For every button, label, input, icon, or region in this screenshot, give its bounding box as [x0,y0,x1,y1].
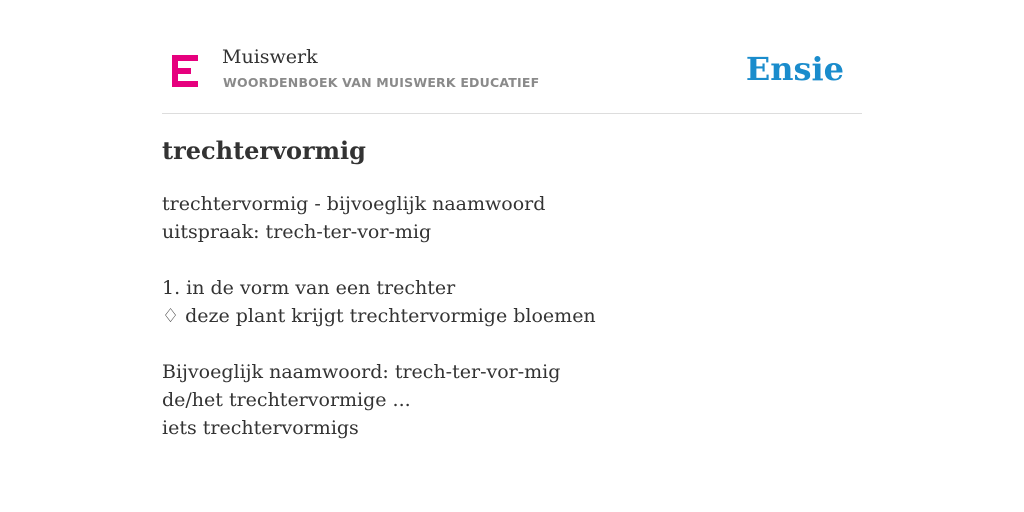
site-header [162,40,862,114]
blank-line [162,330,596,358]
ensie-logo-link[interactable]: Ensie [745,50,844,88]
entry-content [162,190,596,442]
site-name[interactable]: Muiswerk [222,46,318,68]
entry-definition-header: trechtervormig - bijvoeglijk naamwoord [162,193,546,215]
entry-pronunciation: uitspraak: trech-ter-vor-mig [162,221,432,243]
site-subtitle: WOORDENBOEK VAN MUISWERK EDUCATIEF [223,75,540,90]
entry-word-class: Bijvoeglijk naamwoord: trech-ter-vor-mig [162,361,561,383]
entry-inflection-1: de/het trechtervormige ... [162,389,411,411]
muiswerk-logo-icon[interactable] [172,53,200,89]
entry-meaning: 1. in de vorm van een trechter [162,277,456,299]
entry-inflection-2: iets trechtervormigs [162,417,359,439]
blank-line [162,246,596,274]
entry-title: trechtervormig [162,136,366,165]
entry-example: ♢ deze plant krijgt trechtervormige bloemen [162,305,596,327]
